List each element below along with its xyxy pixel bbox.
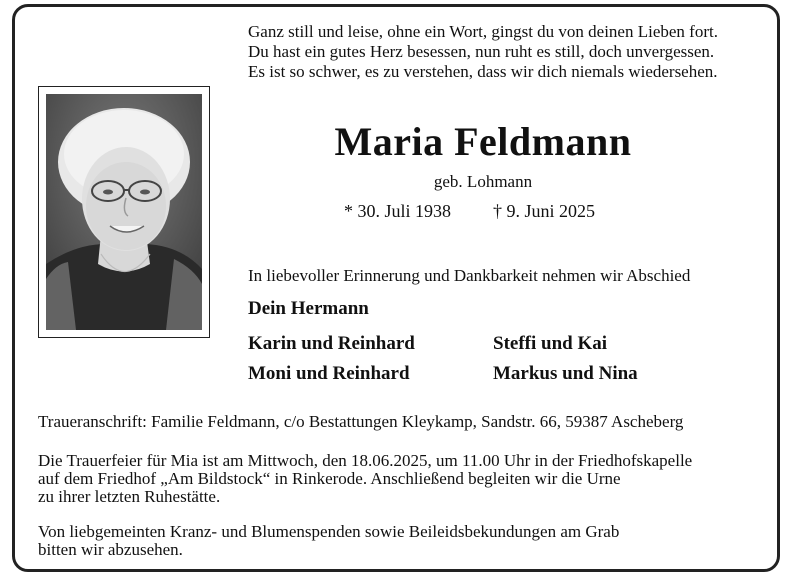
birth-date: * 30. Juli 1938 (344, 201, 452, 221)
farewell-line: In liebevoller Erinnerung und Dankbarkeit nehmen wir Abschied (248, 266, 691, 285)
mourner-name: Steffi und Kai (493, 333, 608, 354)
death-date: † 9. Juni 2025 (493, 201, 596, 221)
portrait-frame (38, 86, 210, 338)
poem-line: Es ist so schwer, es zu verstehen, dass wir dich niemals wiedersehen. (248, 62, 718, 81)
mourning-address: Traueranschrift: Familie Feldmann, c/o Bestattungen Kleykamp, Sandstr. 66, 59387 Ascheberg (38, 412, 684, 431)
poem-line: Du hast ein gutes Herz besessen, nun ruht es still, doch unvergessen. (248, 42, 715, 61)
life-dates (344, 201, 595, 222)
mourner-name: Moni und Reinhard (248, 363, 410, 384)
maiden-name: geb. Lohmann (433, 172, 533, 191)
service-line: zu ihrer letzten Ruhestätte. (38, 487, 221, 506)
mourner-name: Markus und Nina (493, 363, 638, 384)
request-line: bitten wir abzusehen. (38, 540, 183, 559)
service-line: Die Trauerfeier für Mia ist am Mittwoch, den 18.06.2025, um 11.00 Uhr in der Friedhofskapelle (38, 451, 693, 470)
service-line: auf dem Friedhof „Am Bildstock“ in Rinkerode. Anschließend begleiten wir die Urne (38, 469, 621, 488)
donation-request (38, 523, 778, 559)
request-line: Von liebgemeinten Kranz- und Blumenspenden sowie Beileidsbekundungen am Grab (38, 522, 620, 541)
portrait-photo (46, 94, 202, 330)
deceased-name: Maria Feldmann (334, 119, 632, 164)
poem (248, 22, 778, 82)
poem-line: Ganz still und leise, ohne ein Wort, gingst du von deinen Lieben fort. (248, 22, 718, 41)
mourner-spouse: Dein Hermann (248, 298, 369, 319)
funeral-service-info (38, 452, 778, 506)
mourner-name: Karin und Reinhard (248, 333, 415, 354)
